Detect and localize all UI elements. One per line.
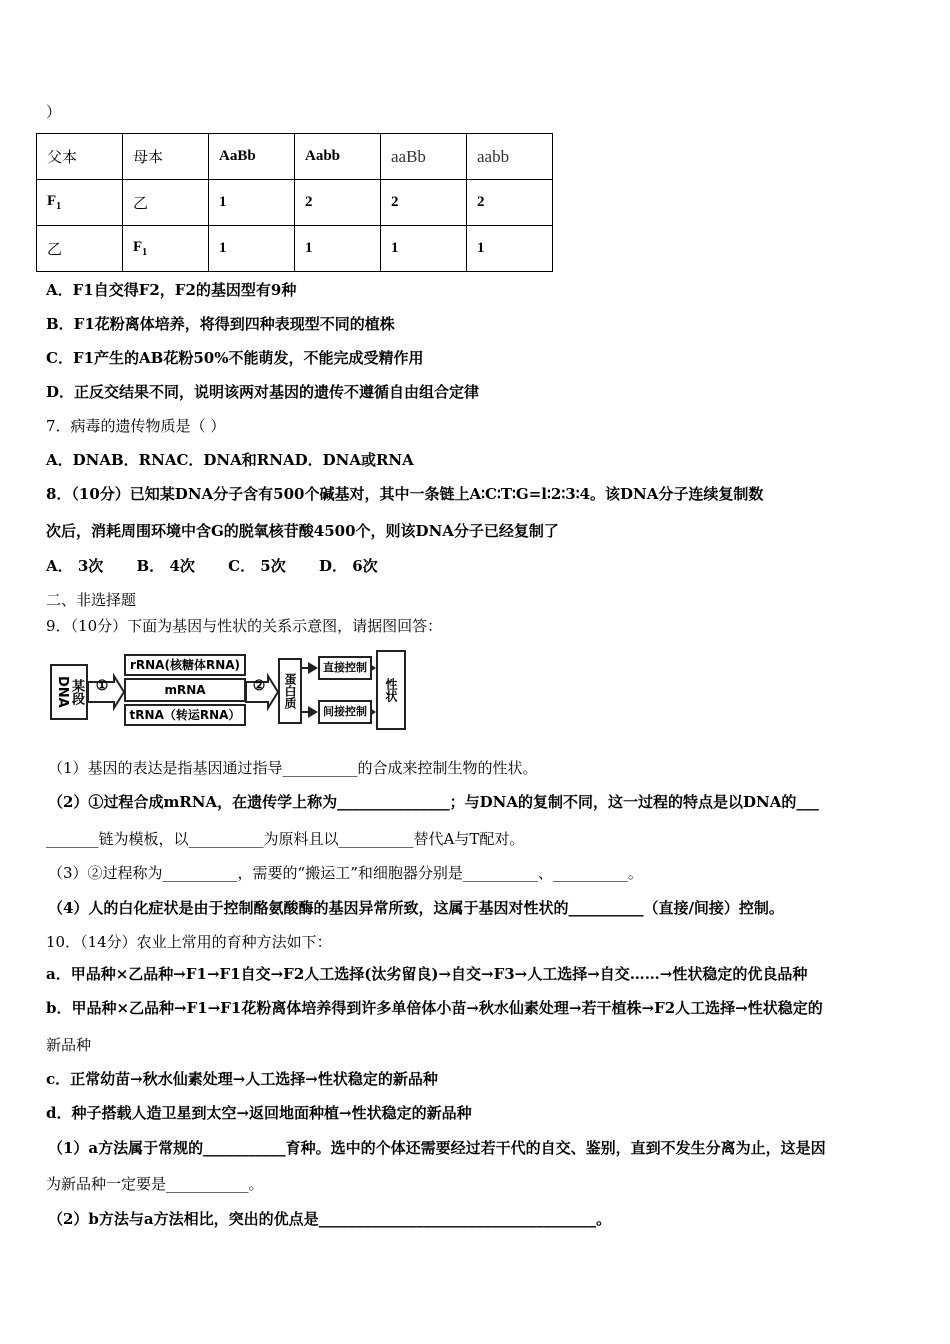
table-cell: $F_1$ bbox=[123, 226, 209, 272]
table-cell: 乙 bbox=[123, 180, 209, 226]
q9-sub2-line1: （2）①过程合成mRNA，在遗传学上称为_______________；与DNA的复制不同，这一过程的特点是以DNA的___ bbox=[48, 793, 819, 811]
header-aabb-2: Aabb bbox=[295, 134, 381, 180]
q9-sub3: （3）②过程称为__________，需要的“搬运工”和细胞器分别是__________、__________。 bbox=[48, 864, 643, 882]
table-cell: 1 bbox=[209, 226, 295, 272]
table-header-row bbox=[37, 134, 553, 180]
step-1-label: ① bbox=[95, 678, 109, 694]
leading-paren: ） bbox=[46, 103, 62, 121]
q10-method-b-line1: b．甲品种×乙品种→F1→F1花粉离体培养得到许多单倍体小苗→秋水仙素处理→若干植株→F2人工选择→性状稳定的 bbox=[46, 999, 823, 1017]
q7-stem: 7．病毒的遗传物质是（ ） bbox=[46, 417, 226, 435]
header-mother: 母本 bbox=[123, 134, 209, 180]
q6-option-b: B．F1花粉离体培养，将得到四种表现型不同的植株 bbox=[46, 315, 395, 333]
dna-box: 某段DNA bbox=[50, 664, 88, 720]
header-father: 父本 bbox=[37, 134, 123, 180]
q8-stem-line2: 次后，消耗周围环境中含G的脱氧核苷酸4500个，则该DNA分子已经复制了 bbox=[46, 522, 559, 540]
mrna-box: mRNA bbox=[124, 678, 246, 702]
gene-trait-diagram bbox=[50, 650, 410, 732]
q9-sub1: （1）基因的表达是指基因通过指导__________的合成来控制生物的性状。 bbox=[48, 759, 538, 777]
table-row bbox=[37, 226, 553, 272]
q10-method-b-line2: 新品种 bbox=[46, 1036, 92, 1054]
q10-sub2: （2）b方法与a方法相比，突出的优点是_____________________________________。 bbox=[48, 1210, 612, 1228]
table-cell: 2 bbox=[295, 180, 381, 226]
direct-control-box: 直接控制 bbox=[318, 656, 372, 680]
q8-option-a: A． 3次 bbox=[46, 557, 104, 575]
q8-option-c: C． 5次 bbox=[228, 557, 286, 575]
section-title: 二、非选择题 bbox=[46, 591, 137, 609]
rrna-box: rRNA(核糖体RNA) bbox=[124, 654, 246, 676]
q8-option-b: B． 4次 bbox=[136, 557, 195, 575]
table-cell: 1 bbox=[381, 226, 467, 272]
table-cell: 2 bbox=[467, 180, 553, 226]
q9-sub4: （4）人的白化症状是由于控制酪氨酸酶的基因异常所致，这属于基因对性状的__________（直接/间接）控制。 bbox=[48, 899, 784, 917]
q10-method-c: c．正常幼苗→秋水仙素处理→人工选择→性状稳定的新品种 bbox=[46, 1070, 438, 1088]
indirect-control-box: 间接控制 bbox=[318, 700, 372, 724]
table-cell: 1 bbox=[295, 226, 381, 272]
table-cell: 1 bbox=[209, 180, 295, 226]
q9-stem: 9．（10分）下面为基因与性状的关系示意图，请据图回答： bbox=[46, 617, 443, 635]
table-cell: 乙 bbox=[37, 226, 123, 272]
q8-stem-line1: 8．（10分）已知某DNA分子含有500个碱基对，其中一条链上A∶C∶T∶G=l∶2∶3∶4。该DNA分子连续复制数 bbox=[46, 485, 764, 503]
trait-box: 性状 bbox=[376, 650, 406, 730]
q10-stem: 10．（14分）农业上常用的育种方法如下： bbox=[46, 933, 332, 951]
header-aabb-3: aaBb bbox=[381, 134, 467, 180]
q6-option-d: D．正反交结果不同，说明该两对基因的遗传不遵循自由组合定律 bbox=[46, 383, 480, 401]
cross-result-table bbox=[36, 133, 553, 272]
q6-option-c: C．F1产生的AB花粉50%不能萌发，不能完成受精作用 bbox=[46, 349, 424, 367]
table-cell: $F_1$ bbox=[37, 180, 123, 226]
q10-sub1-line2: 为新品种一定要是___________。 bbox=[46, 1175, 264, 1193]
table-cell: 1 bbox=[467, 226, 553, 272]
trna-box: tRNA（转运RNA） bbox=[124, 704, 246, 726]
q6-option-a: A．F1自交得F2，F2的基因型有9种 bbox=[46, 281, 297, 299]
header-aabb-4: aabb bbox=[467, 134, 553, 180]
table-row bbox=[37, 180, 553, 226]
q8-options bbox=[46, 556, 378, 576]
q10-sub1-line1: （1）a方法属于常规的___________育种。选中的个体还需要经过若干代的自交、鉴别，直到不发生分离为止，这是因 bbox=[48, 1139, 826, 1157]
q10-method-a: a．甲品种×乙品种→F1→F1自交→F2人工选择(汰劣留良)→自交→F3→人工选择→自交……→性状稳定的优良品种 bbox=[46, 965, 808, 983]
q8-option-d: D． 6次 bbox=[318, 557, 378, 575]
q7-options: A．DNAB．RNAC．DNA和RNAD．DNA或RNA bbox=[46, 451, 414, 469]
header-aabb-1: AaBb bbox=[209, 134, 295, 180]
q10-method-d: d．种子搭载人造卫星到太空→返回地面种植→性状稳定的新品种 bbox=[46, 1104, 472, 1122]
step-2-label: ② bbox=[252, 678, 266, 694]
q9-sub2-line2: _______链为模板，以__________为原料且以__________替代A与T配对。 bbox=[46, 830, 525, 848]
protein-box: 蛋白质 bbox=[278, 658, 302, 724]
table-cell: 2 bbox=[381, 180, 467, 226]
